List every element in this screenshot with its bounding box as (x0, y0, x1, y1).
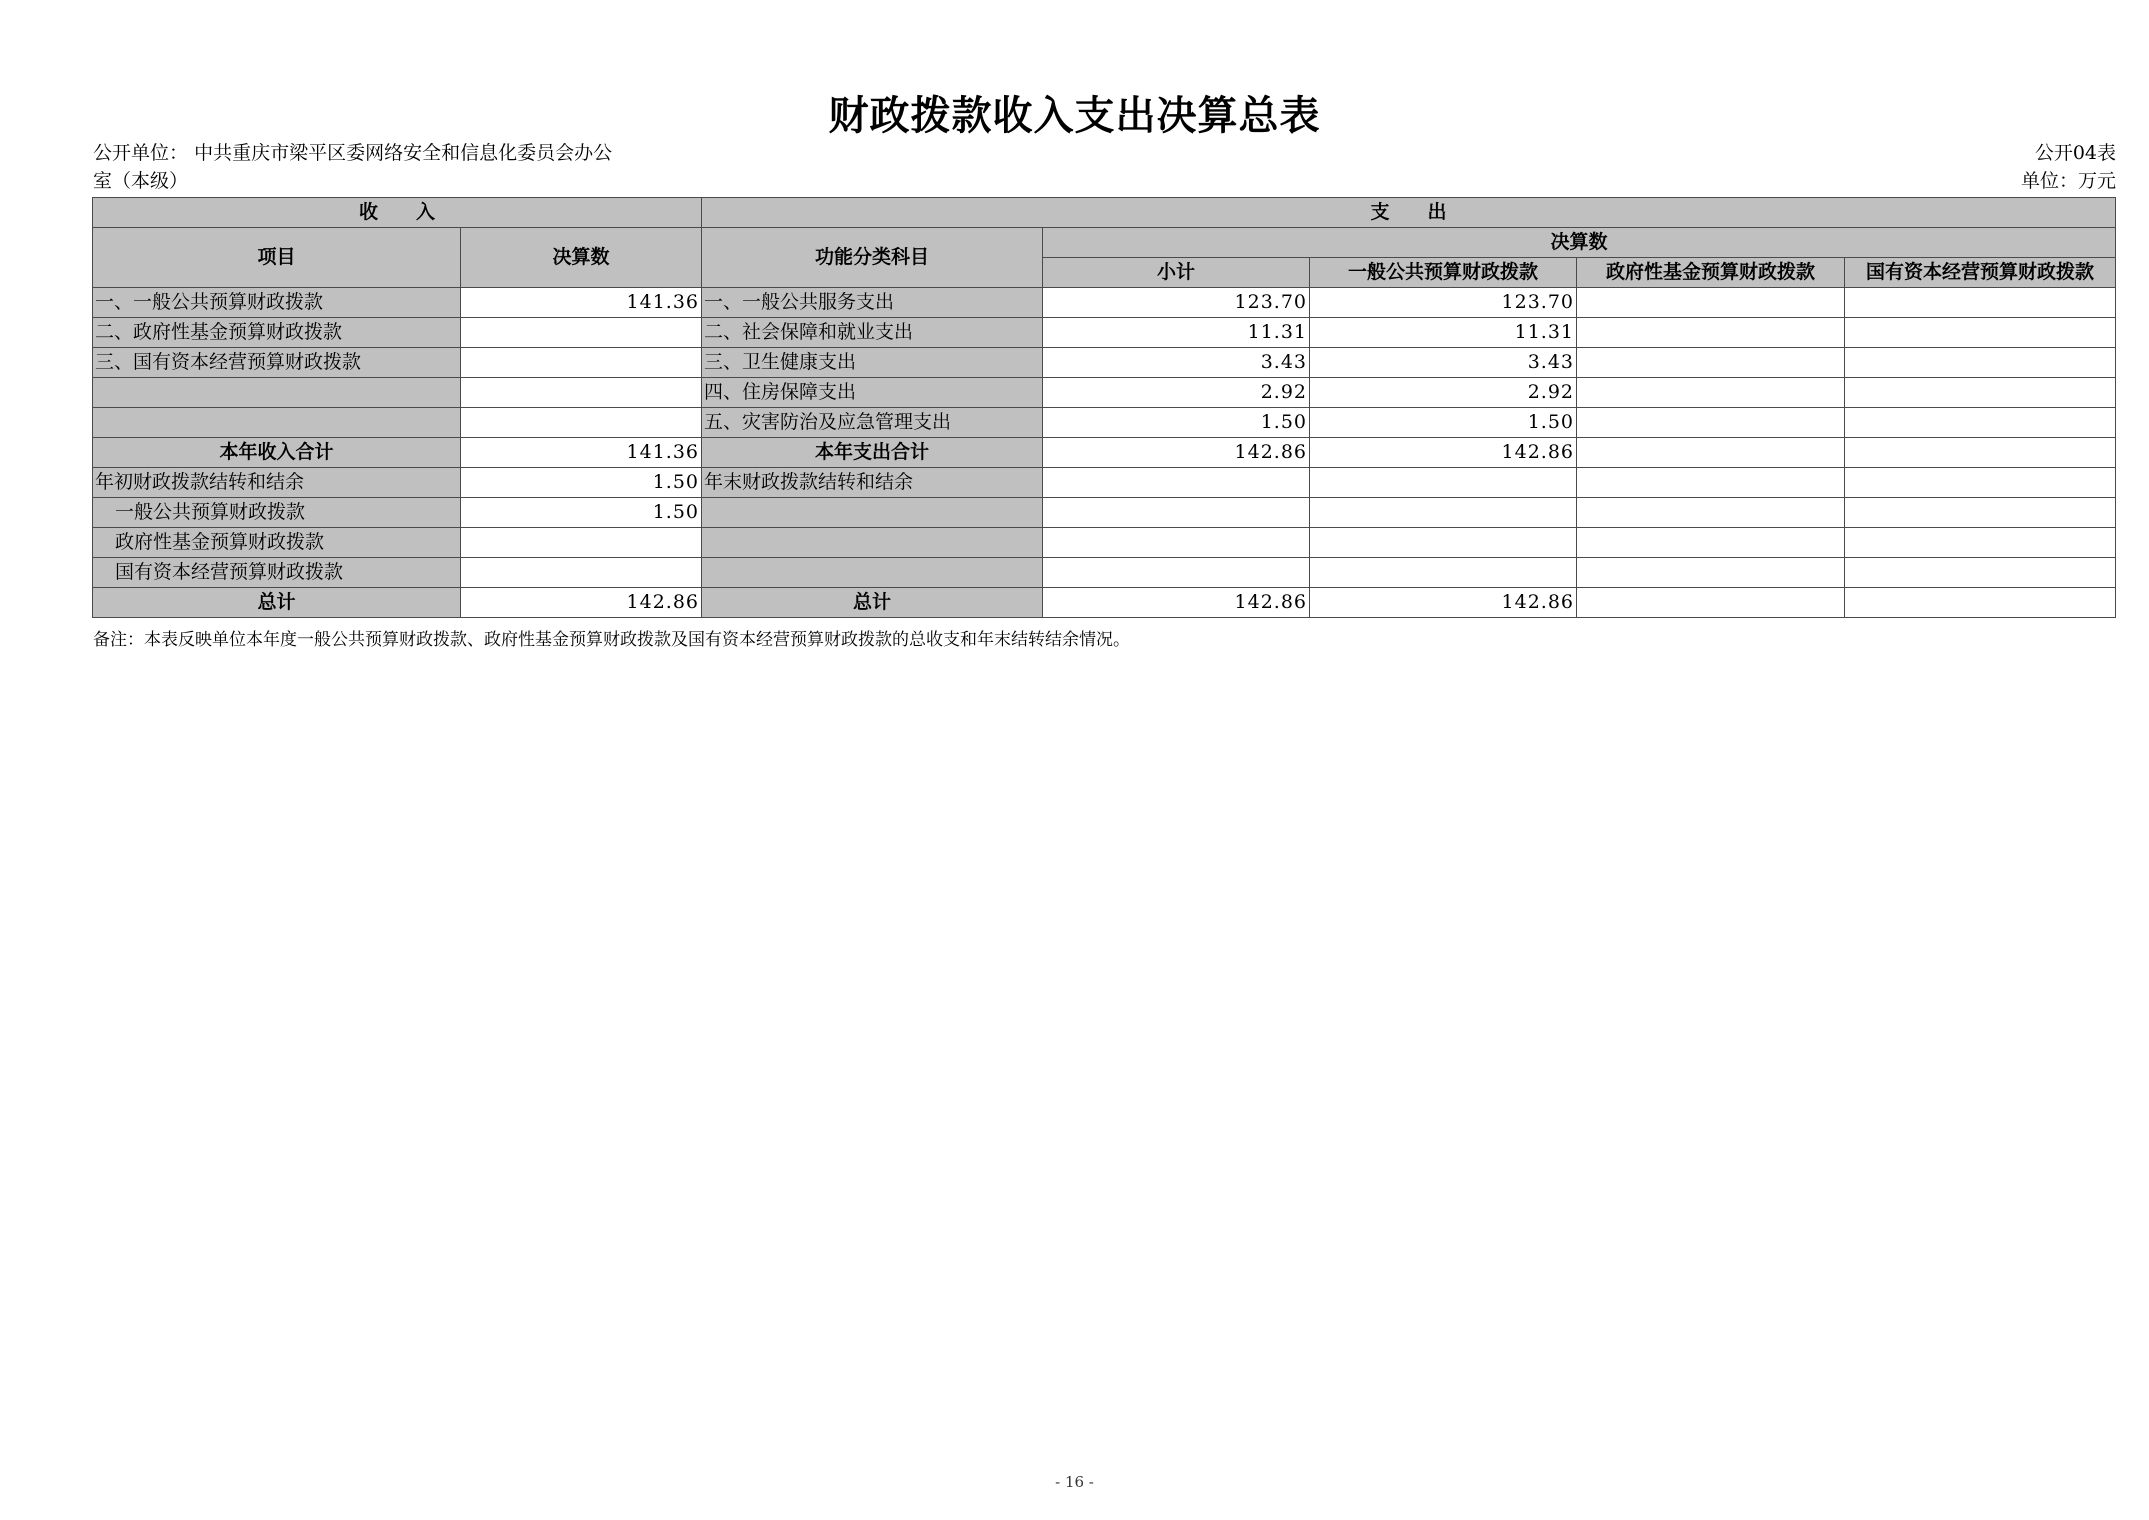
expense-state-capital (1845, 528, 2116, 558)
expense-gov-fund (1577, 558, 1845, 588)
income-amount (461, 408, 702, 438)
expense-subject (702, 528, 1043, 558)
expense-general: 11.31 (1310, 318, 1577, 348)
expense-state-capital (1845, 378, 2116, 408)
expense-state-capital (1845, 408, 2116, 438)
table-row (93, 318, 2116, 348)
income-item: 国有资本经营预算财政拨款 (93, 558, 461, 588)
expense-subtotal: 1.50 (1043, 408, 1310, 438)
expense-subtotal: 123.70 (1043, 288, 1310, 318)
expense-state-capital (1845, 438, 2116, 468)
table-row (93, 408, 2116, 438)
expense-general: 123.70 (1310, 288, 1577, 318)
page-title: 财政拨款收入支出决算总表 (828, 93, 1321, 139)
currency-unit: 单位：万元 (2020, 170, 2116, 192)
expense-general (1310, 498, 1577, 528)
expense-subtotal (1043, 558, 1310, 588)
income-item: 政府性基金预算财政拨款 (93, 528, 461, 558)
expense-subtotal: 2.92 (1043, 378, 1310, 408)
income-grand-total-label: 总计 (93, 588, 461, 618)
expense-gov-fund (1577, 348, 1845, 378)
expense-subject: 三、卫生健康支出 (702, 348, 1043, 378)
expense-state-capital (1845, 588, 2116, 618)
income-item: 三、国有资本经营预算财政拨款 (93, 348, 461, 378)
income-amount (461, 378, 702, 408)
income-amount (461, 558, 702, 588)
expense-subtotal: 11.31 (1043, 318, 1310, 348)
expense-subject: 一、一般公共服务支出 (702, 288, 1043, 318)
income-item: 一般公共预算财政拨款 (93, 498, 461, 528)
expense-subtotal: 3.43 (1043, 348, 1310, 378)
unit-label: 公开单位： (93, 142, 189, 164)
expense-subject: 年末财政拨款结转和结余 (702, 468, 1043, 498)
publishing-unit (93, 139, 733, 195)
unit-name-continued: 室（本级） (93, 170, 189, 192)
income-item: 二、政府性基金预算财政拨款 (93, 318, 461, 348)
expense-subtotal (1043, 468, 1310, 498)
expense-general (1310, 558, 1577, 588)
amount-col-header: 决算数 (461, 228, 702, 288)
gov-fund-col-header: 政府性基金预算财政拨款 (1577, 258, 1845, 288)
income-amount: 1.50 (461, 468, 702, 498)
expense-gov-fund (1577, 528, 1845, 558)
expense-grand-total-label: 总计 (702, 588, 1043, 618)
expense-general: 1.50 (1310, 408, 1577, 438)
table-row (93, 288, 2116, 318)
expense-gov-fund (1577, 588, 1845, 618)
table-row (93, 498, 2116, 528)
table-row-year-total (93, 438, 2116, 468)
expense-subject: 四、住房保障支出 (702, 378, 1043, 408)
income-amount (461, 318, 702, 348)
expense-gov-fund (1577, 408, 1845, 438)
final-amount-group-header: 决算数 (1043, 228, 2116, 258)
page-number: - 16 - (1055, 1473, 1094, 1491)
income-grand-total-amount: 142.86 (461, 588, 702, 618)
expense-subject: 二、社会保障和就业支出 (702, 318, 1043, 348)
income-amount (461, 528, 702, 558)
table-row (93, 528, 2116, 558)
income-item: 一、一般公共预算财政拨款 (93, 288, 461, 318)
item-col-header: 项目 (93, 228, 461, 288)
expense-state-capital (1845, 348, 2116, 378)
income-amount: 141.36 (461, 288, 702, 318)
expense-grand-total-general: 142.86 (1310, 588, 1577, 618)
func-subject-col-header: 功能分类科目 (702, 228, 1043, 288)
expense-total-general: 142.86 (1310, 438, 1577, 468)
expense-subject: 五、灾害防治及应急管理支出 (702, 408, 1043, 438)
income-item (93, 408, 461, 438)
table-number: 公开04表 (2034, 142, 2116, 164)
table-note: 备注：本表反映单位本年度一般公共预算财政拨款、政府性基金预算财政拨款及国有资本经营预算财政拨款的总收支和年末结转结余情况。 (93, 630, 1130, 650)
expense-total-subtotal: 142.86 (1043, 438, 1310, 468)
expense-state-capital (1845, 288, 2116, 318)
expense-general: 3.43 (1310, 348, 1577, 378)
expense-gov-fund (1577, 288, 1845, 318)
expense-general: 2.92 (1310, 378, 1577, 408)
income-amount (461, 348, 702, 378)
expense-gov-fund (1577, 378, 1845, 408)
income-item (93, 378, 461, 408)
expense-state-capital (1845, 498, 2116, 528)
expense-gov-fund (1577, 438, 1845, 468)
income-total-label: 本年收入合计 (93, 438, 461, 468)
income-amount: 1.50 (461, 498, 702, 528)
expense-gov-fund (1577, 498, 1845, 528)
table-row (93, 468, 2116, 498)
unit-name: 中共重庆市梁平区委网络安全和信息化委员会办公 (194, 142, 613, 164)
table-row (93, 378, 2116, 408)
expense-subject (702, 558, 1043, 588)
expense-subject (702, 498, 1043, 528)
expense-general (1310, 528, 1577, 558)
expense-state-capital (1845, 468, 2116, 498)
table-meta (2021, 139, 2116, 195)
expense-gov-fund (1577, 318, 1845, 348)
expense-grand-total-subtotal: 142.86 (1043, 588, 1310, 618)
income-header: 收 入 (93, 198, 702, 228)
subtotal-col-header: 小计 (1043, 258, 1310, 288)
expense-state-capital (1845, 318, 2116, 348)
state-capital-col-header: 国有资本经营预算财政拨款 (1845, 258, 2116, 288)
table-row (93, 558, 2116, 588)
table-row-grand-total (93, 588, 2116, 618)
table-row (93, 348, 2116, 378)
income-item: 年初财政拨款结转和结余 (93, 468, 461, 498)
expense-state-capital (1845, 558, 2116, 588)
expense-header: 支 出 (702, 198, 2116, 228)
expense-gov-fund (1577, 468, 1845, 498)
income-total-amount: 141.36 (461, 438, 702, 468)
expense-total-label: 本年支出合计 (702, 438, 1043, 468)
expense-subtotal (1043, 498, 1310, 528)
general-col-header: 一般公共预算财政拨款 (1310, 258, 1577, 288)
budget-summary-table (92, 197, 2116, 618)
expense-subtotal (1043, 528, 1310, 558)
expense-general (1310, 468, 1577, 498)
